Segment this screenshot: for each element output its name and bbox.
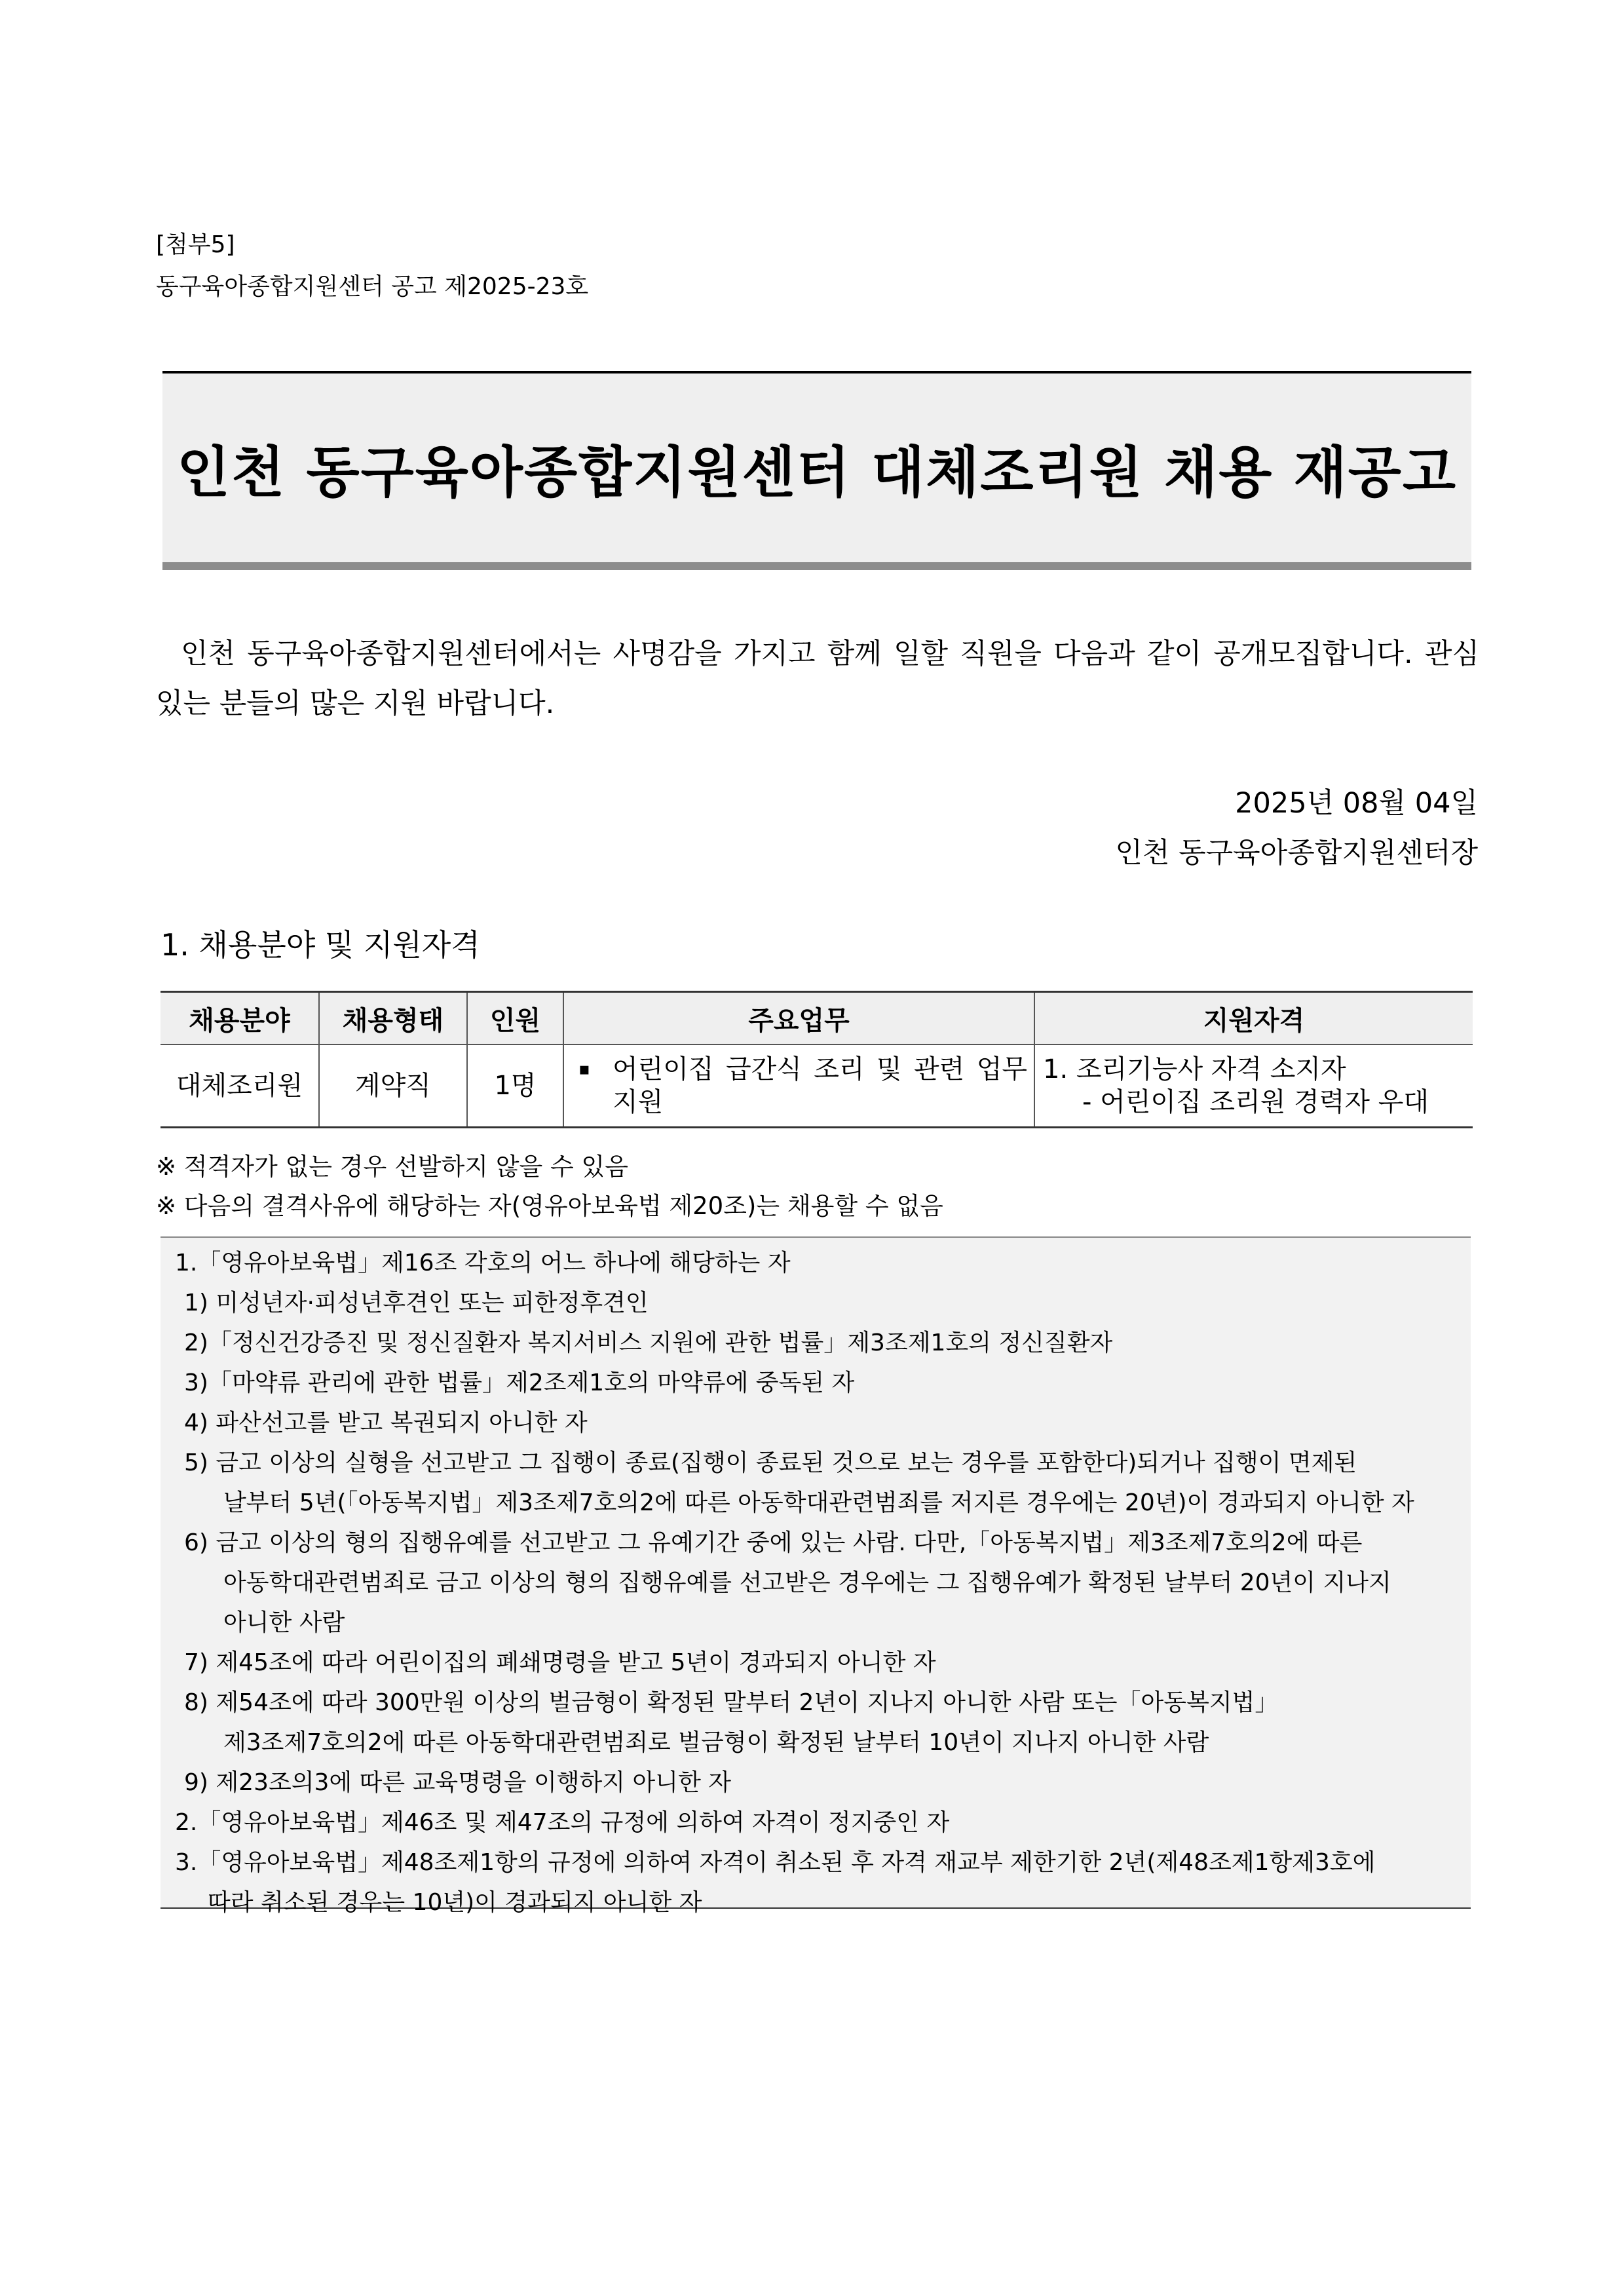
column-header-field: 채용분야 bbox=[161, 992, 319, 1045]
cell-count: 1명 bbox=[467, 1044, 563, 1128]
disqualification-subitem: 7) 제45조에 따라 어린이집의 폐쇄명령을 받고 5년이 경과되지 아니한 자 bbox=[184, 1649, 936, 1676]
note-no-qualified-applicant: ※ 적격자가 없는 경우 선발하지 않을 수 있음 bbox=[156, 1153, 628, 1181]
disqualification-subitem-continued: 아동학대관련범죄로 금고 이상의 형의 집행유예를 선고받은 경우에는 그 집행유예가 확정된 날부터 20년이 지나지 bbox=[223, 1569, 1391, 1596]
column-header-type: 채용형태 bbox=[319, 992, 467, 1045]
disqualification-subitem: 3)「마약류 관리에 관한 법률」제2조제1호의 마약류에 중독된 자 bbox=[184, 1369, 855, 1396]
announcement-date: 2025년 08월 04일 bbox=[1235, 787, 1478, 820]
disqualification-subitem: 9) 제23조의3에 따른 교육명령을 이행하지 아니한 자 bbox=[184, 1769, 732, 1796]
disqualification-subitem-continued: 아니한 사람 bbox=[223, 1609, 345, 1636]
column-header-duty: 주요업무 bbox=[563, 992, 1034, 1045]
cell-qualification bbox=[1034, 1044, 1473, 1128]
square-bullet-icon: ▪ bbox=[578, 1060, 590, 1079]
column-header-qualification: 지원자격 bbox=[1034, 992, 1473, 1045]
table-row bbox=[161, 1044, 1473, 1128]
disqualification-item: 2.「영유아보육법」제46조 및 제47조의 규정에 의하여 자격이 정지중인 자 bbox=[175, 1809, 950, 1836]
disqualification-box bbox=[161, 1236, 1471, 1916]
cell-type: 계약직 bbox=[319, 1044, 467, 1128]
disqualification-item: 3.「영유아보육법」제48조제1항의 규정에 의하여 자격이 취소된 후 자격 재교부 제한기한 2년(제48조제1항제3호에 bbox=[175, 1849, 1376, 1876]
disqualification-subitem: 2)「정신건강증진 및 정신질환자 복지서비스 지원에 관한 법률」제3조제1호의 정신질환자 bbox=[184, 1330, 1113, 1356]
qualification-preference: - 어린이집 조리원 경력자 우대 bbox=[1082, 1087, 1429, 1117]
disqualification-subitem: 6) 금고 이상의 형의 집행유예를 선고받고 그 유예기간 중에 있는 사람. 다만,「아동복지법」제3조제7호의2에 따른 bbox=[184, 1529, 1363, 1556]
disqualification-subitem: 5) 금고 이상의 실형을 선고받고 그 집행이 종료(집행이 종료된 것으로 보는 경우를 포함한다)되거나 집행이 면제된 bbox=[184, 1449, 1357, 1476]
disqualification-subitem: 8) 제54조에 따라 300만원 이상의 벌금형이 확정된 말부터 2년이 지나지 아니한 사람 또는「아동복지법」 bbox=[184, 1689, 1279, 1716]
disqualification-subitem: 4) 파산선고를 받고 복권되지 아니한 자 bbox=[184, 1409, 588, 1436]
disqualification-subitem: 1) 미성년자·피성년후견인 또는 피한정후견인 bbox=[184, 1290, 649, 1316]
disqualification-subitem-continued: 날부터 5년(「아동복지법」제3조제7호의2에 따른 아동학대관련범죄를 저지른 경우에는 20년)이 경과되지 아니한 자 bbox=[223, 1489, 1414, 1516]
cell-field: 대체조리원 bbox=[161, 1044, 319, 1128]
recruitment-table bbox=[161, 991, 1473, 1128]
duty-item bbox=[578, 1053, 1027, 1119]
note-disqualification: ※ 다음의 결격사유에 해당하는 자(영유아보육법 제20조)는 채용할 수 없음 bbox=[156, 1192, 943, 1220]
disqualification-item-continued: 따라 취소된 경우는 10년)이 경과되지 아니한 자 bbox=[208, 1889, 702, 1916]
column-header-count: 인원 bbox=[467, 992, 563, 1045]
duty-text: 어린이집 급간식 조리 및 관련 업무 지원 bbox=[613, 1054, 1027, 1117]
title-banner bbox=[162, 371, 1471, 570]
table-header-row bbox=[161, 992, 1473, 1045]
intro-paragraph bbox=[156, 629, 1479, 729]
notice-number: 동구육아종합지원센터 공고 제2025-23호 bbox=[156, 273, 589, 300]
disqualification-subitem-continued: 제3조제7호의2에 따른 아동학대관련범죄로 벌금형이 확정된 날부터 10년이 지나지 아니한 사람 bbox=[223, 1729, 1209, 1756]
section-heading-recruitment: 1. 채용분야 및 지원자격 bbox=[161, 927, 480, 963]
cell-duty bbox=[563, 1044, 1034, 1128]
intro-text: 인천 동구육아종합지원센터에서는 사명감을 가지고 함께 일할 직원을 다음과 같이 공개모집합니다. 관심 있는 분들의 많은 지원 바랍니다. bbox=[156, 638, 1479, 720]
issuer-name: 인천 동구육아종합지원센터장 bbox=[1115, 837, 1478, 870]
disqualification-item: 1.「영유아보육법」제16조 각호의 어느 하나에 해당하는 자 bbox=[175, 1250, 791, 1276]
qualification-main: 1. 조리기능사 자격 소지자 bbox=[1043, 1054, 1346, 1084]
document-title: 인천 동구육아종합지원센터 대체조리원 채용 재공고 bbox=[176, 440, 1458, 505]
attachment-label: [첨부5] bbox=[156, 231, 235, 258]
